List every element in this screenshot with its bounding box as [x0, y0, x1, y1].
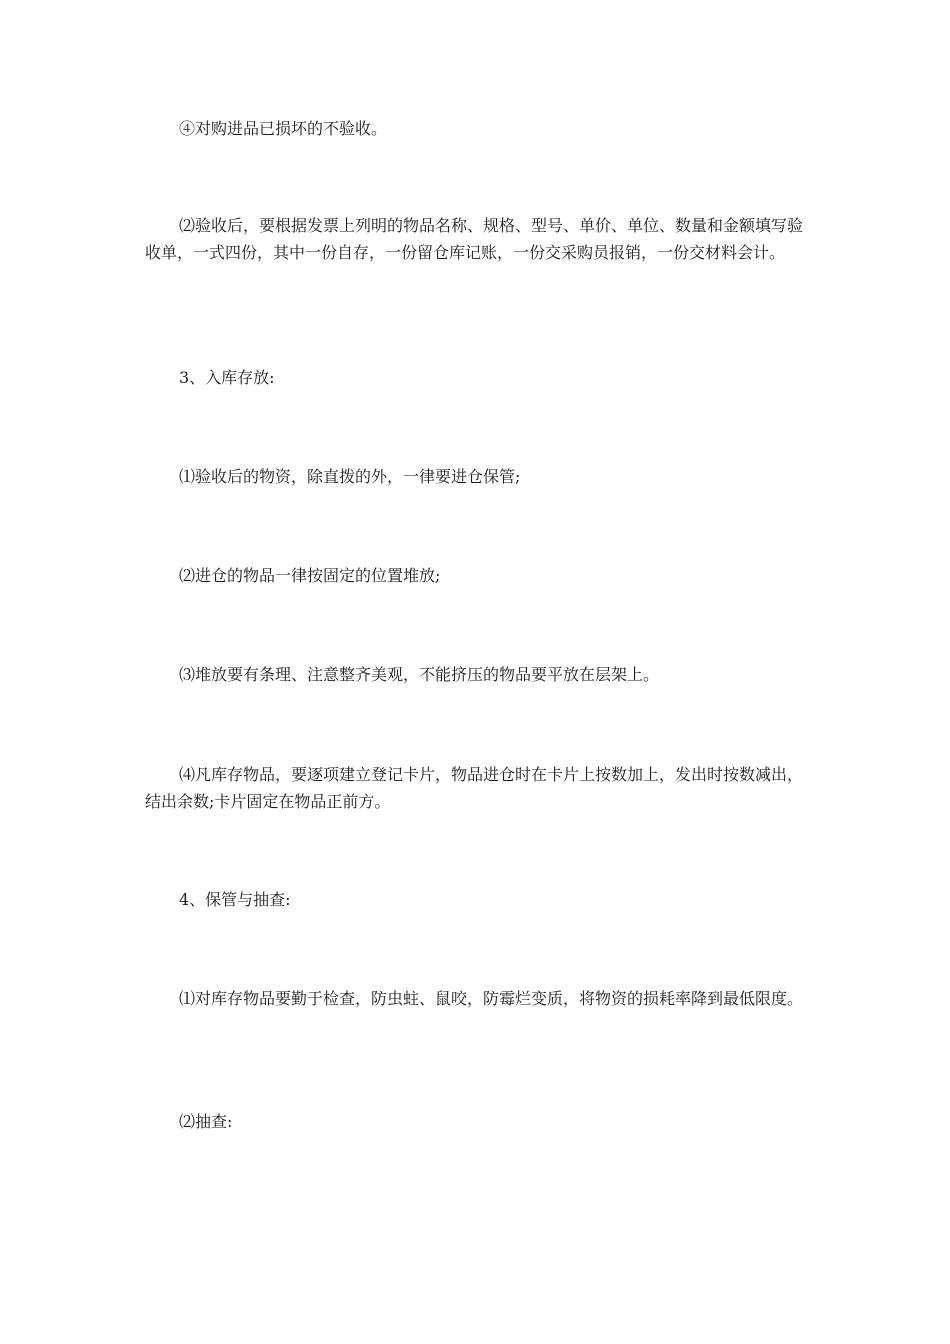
paragraph-damaged-goods: ④对购进品已损坏的不验收。 — [179, 119, 388, 138]
paragraph-spot-check: ⑵抽查: — [179, 1112, 233, 1131]
paragraph-storage-3: ⑶堆放要有条理、注意整齐美观，不能挤压的物品要平放在层架上。 — [179, 665, 660, 684]
heading-storage: 3、入库存放: — [179, 368, 275, 387]
heading-custody-inspection: 4、保管与抽查: — [179, 890, 291, 909]
paragraph-storage-1: ⑴验收后的物资，除直拨的外，一律要进仓保管; — [179, 467, 521, 486]
paragraph-custody-1: ⑴对库存物品要勤于检查，防虫蛀、鼠咬，防霉烂变质，将物资的损耗率降到最低限度。 — [179, 989, 804, 1008]
paragraph-storage-4: ⑷凡库存物品，要逐项建立登记卡片，物品进仓时在卡片上按数加上，发出时按数减出，结出余数;卡片固定在物品正前方。 — [145, 765, 804, 811]
paragraph-inspection-form: ⑵验收后，要根据发票上列明的物品名称、规格、型号、单价、单位、数量和金额填写验收单，一式四份，其中一份自存，一份留仓库记账，一份交采购员报销，一份交材料会计。 — [145, 216, 804, 262]
paragraph-storage-2: ⑵进仓的物品一律按固定的位置堆放; — [179, 566, 441, 585]
